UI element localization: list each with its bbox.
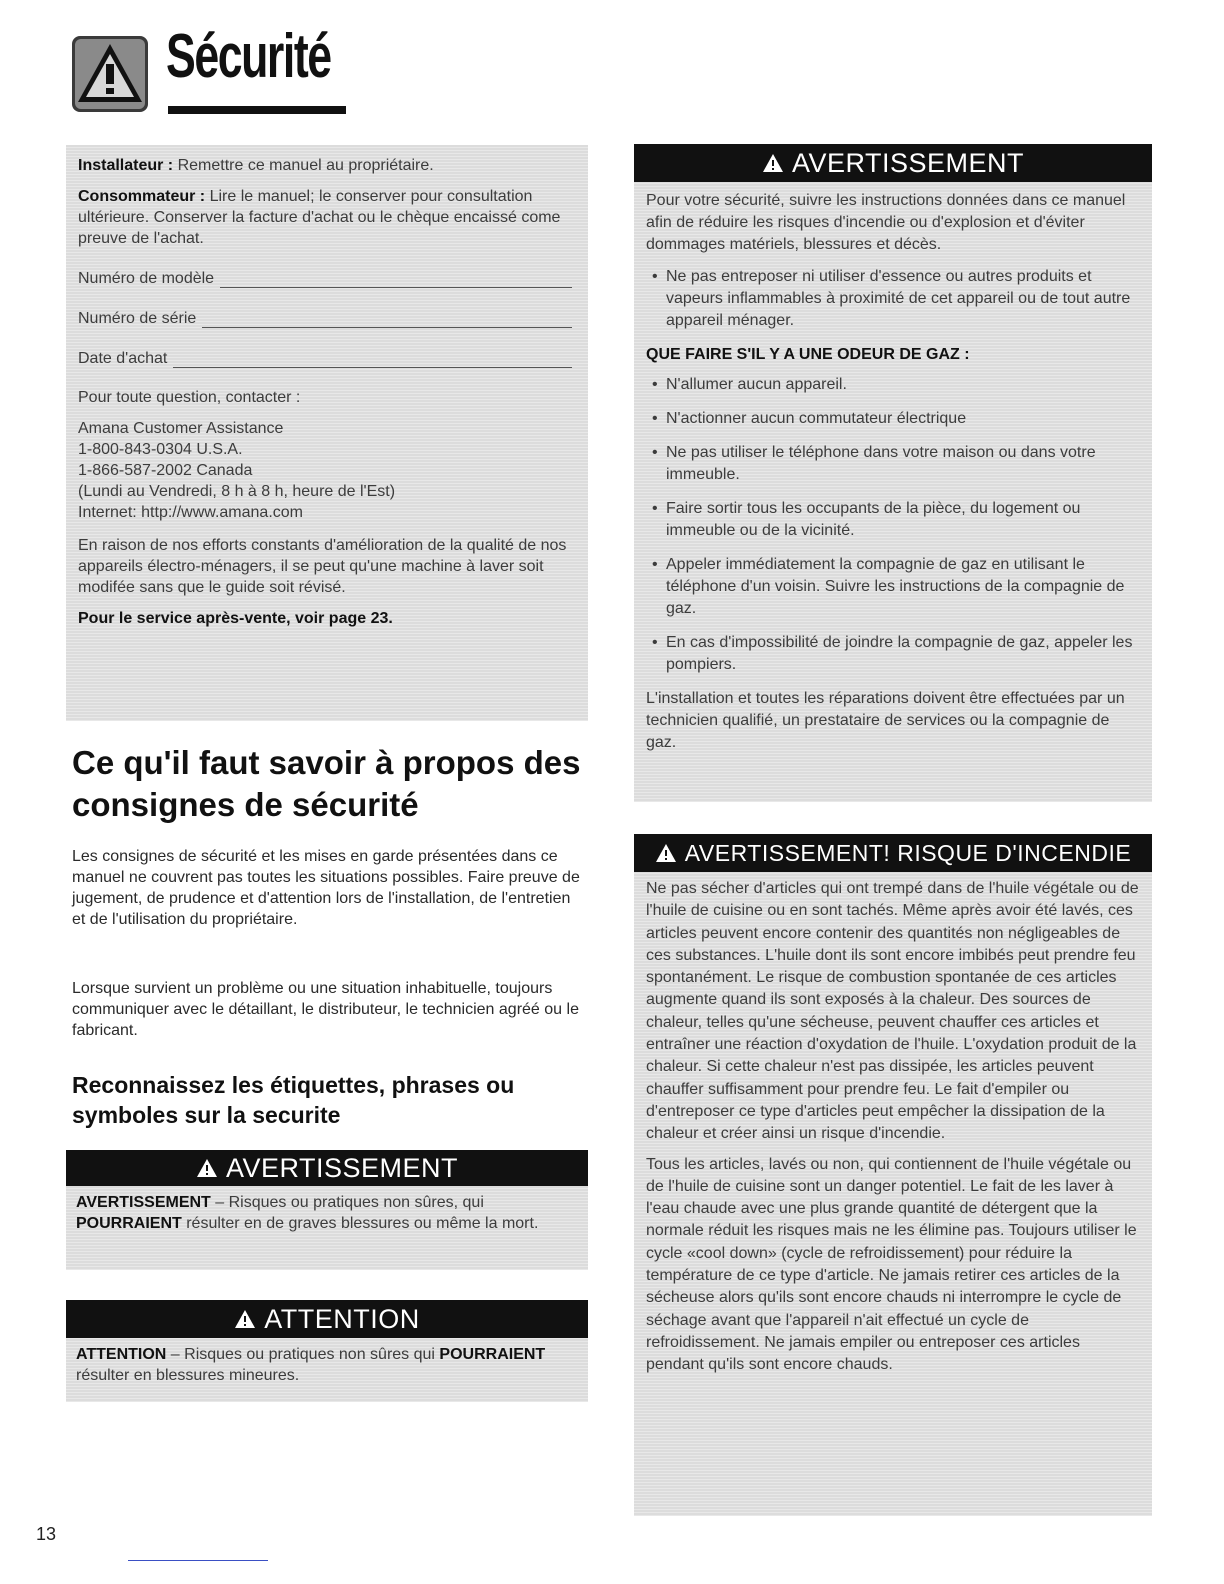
installer-text: Remettre ce manuel au propriétaire. [177, 157, 434, 174]
list-item: • Ne pas utiliser le téléphone dans votre maison ou dans votre immeuble. [646, 442, 1140, 486]
caution-signal-body [66, 1338, 588, 1402]
consumer-label: Consommateur : [78, 188, 206, 205]
body-paragraph: Les consignes de sécurité et les mises en garde présentées dans ce manuel ne couvrent pas toutes les situations possibles. Faire preuve de jugement, de prudence et d'attention lors de l'installation, de l'entretien et de l'utilisation du propriétaire. [72, 848, 580, 928]
warning-term: AVERTISSEMENT [76, 1194, 211, 1211]
service-note-text: Pour le service après-vente, voir page 23. [78, 610, 393, 627]
warning-triangle-icon [655, 843, 677, 863]
list-item: • En cas d'impossibilité de joindre la compagnie de gaz, appeler les pompiers. [646, 632, 1140, 676]
model-number-label: Numéro de modèle [78, 270, 215, 287]
caution-signal-label: ATTENTION [264, 1303, 420, 1334]
caution-text-part: résulter en blessures mineures. [76, 1367, 300, 1384]
gas-warning-closing: L'installation et toutes les réparations doivent être effectuées par un technicien qualifié, un prestataire de services ou la compagnie de gaz. [646, 690, 1125, 751]
installer-note [78, 155, 576, 176]
purchase-date-label: Date d'achat [78, 350, 168, 367]
purchase-date-line [173, 353, 572, 368]
list-item: • N'actionner aucun commutateur électrique [646, 408, 1140, 430]
serial-number-line [202, 313, 572, 328]
warning-signal-bar [66, 1150, 588, 1186]
warning-signal-body [66, 1186, 588, 1270]
gas-warning-bar [634, 144, 1152, 182]
contact-line: 1-866-587-2002 Canada [78, 462, 253, 479]
caution-signal-bar [66, 1300, 588, 1338]
improvement-note: En raison de nos efforts constants d'amélioration de la qualité de nos appareils électro-ménagers, il se peut qu'une machine à laver soit modifée sans que le guide soit révisé. [78, 537, 567, 596]
section-title: Ce qu'il faut savoir à propos des consignes de sécurité [72, 744, 581, 823]
list-item: • N'allumer aucun appareil. [646, 374, 1140, 396]
contact-line: 1-800-843-0304 U.S.A. [78, 441, 243, 458]
body-paragraph: Lorsque survient un problème ou une situation inhabituelle, toujours communiquer avec le détaillant, le distributeur, le technicien agréé ou le fabricant. [72, 980, 579, 1039]
page-number: 13 [36, 1524, 57, 1544]
warning-triangle-icon [762, 153, 784, 173]
contact-intro: Pour toute question, contacter : [78, 389, 301, 406]
caution-term: ATTENTION [76, 1346, 167, 1363]
warning-signal-text [76, 1192, 578, 1234]
could-term: POURRAIENT [439, 1346, 546, 1363]
consumer-text: Lire le manuel; le conserver pour consultation ultérieure. Conserver la facture d'achat ou le chèque encaissé come preuve de l'achat. [78, 188, 561, 247]
gas-warning-intro: Pour votre sécurité, suivre les instructions données dans ce manuel afin de réduire les risques d'incendie ou d'explosion et d'éviter dommages matériels, blessures et décès. [646, 192, 1126, 253]
service-note [78, 608, 576, 629]
installer-label: Installateur : [78, 157, 174, 174]
gas-warning-body [634, 182, 1152, 802]
fire-warning-body [634, 872, 1152, 1516]
warning-text-part: résulter en de graves blessures ou même la mort. [181, 1215, 539, 1232]
contact-line: (Lundi au Vendredi, 8 h à 8 h, heure de l'Est) [78, 483, 396, 500]
warning-triangle-icon [234, 1309, 256, 1329]
owner-info-box [66, 145, 588, 721]
title-underline [168, 106, 346, 114]
fire-warning-paragraph: Tous les articles, lavés ou non, qui contiennent de l'huile végétale ou de l'huile de cuisine sont un danger potentiel. Le fait de les laver à l'eau chaude avec une plus grande quantité de détergent que la normale réduit les risques mais ne les élimine pas. Toujours utiliser le cycle «cool down» (cycle de refroidissement) pour réduire la température de ce type d'article. Ne jamais retirer ces articles de la sécheuse alors qu'ils sont encore chauds ni interrompre le cycle de séchage avant que l'appareil n'ait effectué un cycle de refroidissement. Ne jamais empiler ou entreposer ces articles pendant qu'ils sont encore chauds. [646, 1155, 1137, 1374]
warning-triangle-icon [72, 36, 148, 112]
fire-warning-label: AVERTISSEMENT! RISQUE D'INCENDIE [684, 839, 1132, 866]
model-number-field[interactable] [78, 267, 576, 288]
section-subtitle: Reconnaissez les étiquettes, phrases ou symboles sur la securite [72, 1072, 515, 1128]
warning-signal-label: AVERTISSEMENT [225, 1152, 459, 1183]
warning-text-part: – Risques ou pratiques non sûres, qui [210, 1194, 484, 1211]
serial-number-label: Numéro de série [78, 310, 197, 327]
list-item: • Ne pas entreposer ni utiliser d'essence ou autres produits et vapeurs inflammables à proximité de cet appareil ou de tout autre appareil ménager. [646, 266, 1140, 332]
list-item: • Appeler immédiatement la compagnie de gaz en utilisant le téléphone d'un voisin. Suivre les instructions de la compagnie de gaz. [646, 554, 1140, 620]
storage-list [646, 266, 1140, 332]
list-item: • Faire sortir tous les occupants de la pièce, du logement ou immeuble ou de la vicinité. [646, 498, 1140, 542]
page-title: Sécurité [166, 22, 331, 91]
warning-triangle-icon [196, 1158, 218, 1178]
contact-block [78, 418, 576, 523]
gas-warning-label: AVERTISSEMENT [791, 147, 1025, 178]
gas-odor-list [646, 374, 1140, 676]
caution-text-part: – Risques ou pratiques non sûres qui [166, 1346, 440, 1363]
purchase-date-field[interactable] [78, 347, 576, 368]
fire-warning-paragraph: Ne pas sécher d'articles qui ont trempé dans de l'huile végétale ou de l'huile de cuisine ou en sont tachés. Même après avoir été lavés, ces articles peuvent encore contenir des quantités non négligeables de ces substances. L'huile dont ils sont encore imbibés peut prendre feu spontanément. Le risque de combustion spontanée de ces articles augmente quand ils sont exposés à la chaleur. Des sources de chaleur, telles qu'une sécheuse, peuvent chauffer ces articles et entraîner une réaction d'oxydation de l'huile. L'oxydation produit de la chaleur. Si cette chaleur n'est pas dissipée, les articles peuvent chauffer suffisamment pour prendre feu. Le fait d'empiler ou d'entreposer ce type d'articles peut empêcher la dissipation de la chaleur et créer ainsi un risque d'incendie. [646, 880, 1139, 1143]
contact-line: Amana Customer Assistance [78, 420, 284, 437]
consumer-note [78, 186, 576, 249]
fire-warning-bar [634, 834, 1152, 872]
footer-rule [128, 1560, 268, 1561]
contact-website-link[interactable]: Internet: http://www.amana.com [78, 504, 303, 521]
caution-signal-text [76, 1344, 578, 1386]
could-term: POURRAIENT [76, 1215, 182, 1232]
serial-number-field[interactable] [78, 307, 576, 328]
model-number-line [220, 273, 572, 288]
gas-odor-heading: QUE FAIRE S'IL Y A UNE ODEUR DE GAZ : [646, 346, 970, 363]
